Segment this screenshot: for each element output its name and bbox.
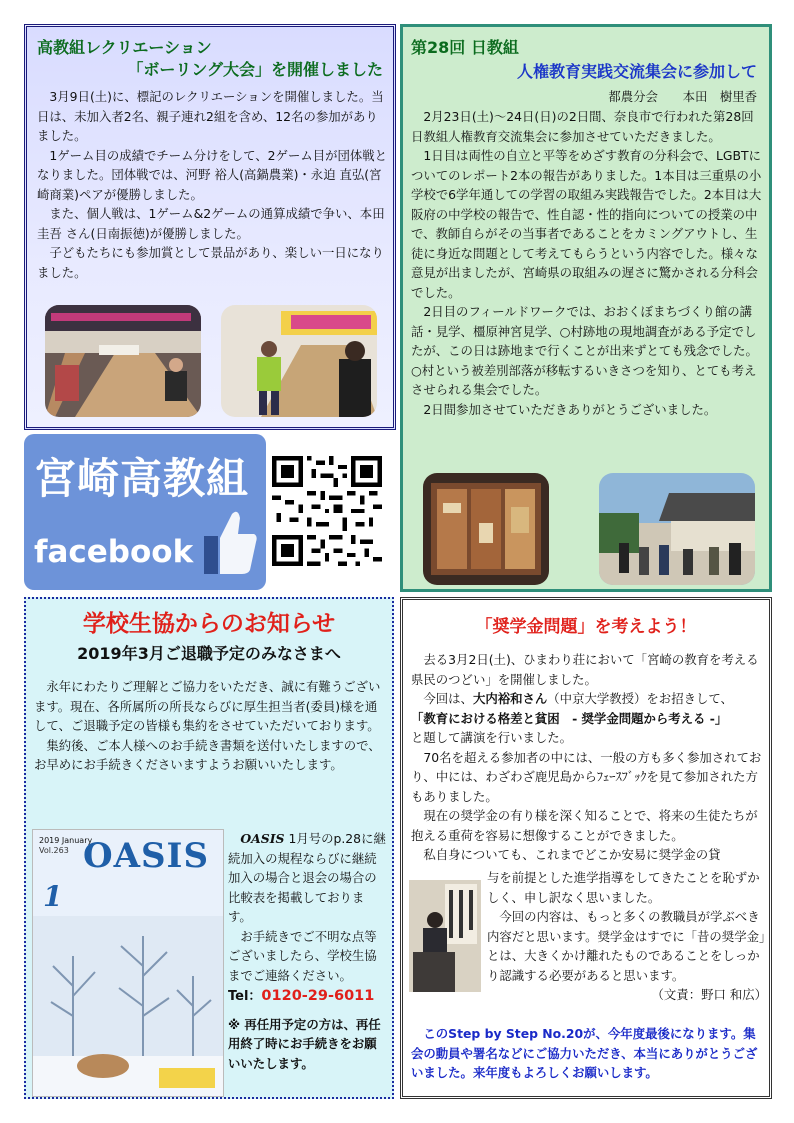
jinken-body [411,107,765,419]
jinken-author: 都農分会 本田 樹里香 [608,89,757,104]
snow-trees-illustration [33,916,223,1096]
facebook-banner[interactable] [24,434,266,590]
shogakukin-body-continued [487,868,767,1005]
text-span: （中京大学教授）をお招きして、 [547,691,733,706]
tel-label: Tel： [228,989,262,1004]
bowling-article [24,24,396,430]
contact-text: お手続きでご不明な点等ございましたら、学校生協までご連絡ください。 [228,928,377,983]
text-span: 今回は、 [423,691,473,706]
thumbs-up-icon [202,506,258,576]
paragraph: 集約後、ご本人様へのお手続き書類を送付いたしますので、お早めにお手続きくださいますようお願いいたします。 [34,737,381,772]
text-span: と題して講演を行いました。 [411,730,573,745]
lecture-title: 「教育における格差と貧困 - 奨学金問題から考える -」 [411,710,728,726]
tel-number[interactable]: 0120-29-6011 [261,988,375,1004]
oasis-magazine-cover [32,829,224,1097]
jinken-title-line1: 第28回 日教組 [411,38,519,57]
paragraph: 今回の内容は、もっと多くの教職員が学ぶべき内容だと思います。奨学金はすでに「昔の奨学金」とは、大きくかけ離れたものであることをしっかり認識する必要があると思います。 [487,909,766,983]
seikyo-subtitle: 2019年3月ご退職予定のみなさまへ [77,644,341,663]
credit: （文責：野口 和広） [651,987,767,1002]
paragraph: 1日目は両性の自立と平等をめざす教育の分科会で、LGBTについてのレポート2本の報告がありました。1本目は三重県の小学校で6学年通しての学習の取組み実践報告でした。2本目は大阪府の中学校の報告で、性自認・性的指向についての授業の中で、教師自らがその当事者であることをカミングアウトし、生徒に身近な問題として考えてもらうという内容でした。様々な意見が出ましたが、宮崎県の取組みの遅さに驚かされる分科会でした。 [411,148,762,300]
bowling-title-line2: 「ボーリング大会」を開催しました [127,60,383,79]
closing-message: このStep by Step No.20が、今年度最後になります。集会の動員や署名などにご協力いただき、本当にありがとうございました。来年度もよろしくお願いします。 [411,1026,758,1080]
seikyo-body [34,677,388,775]
paragraph: 去る3月2日(土)、ひまわり荘において「宮崎の教育を考える県民のつどい」を開催しました。 [411,652,759,687]
oasis-logo: OASIS [83,836,210,876]
tel-line [228,987,388,1007]
seikyo-title: 学校生協からのお知らせ [82,611,336,637]
speaker-name: 大内裕和さん [472,691,548,706]
oasis-name: OASIS [240,831,285,846]
oasis-vol: Vol.263 [39,846,69,855]
bowling-title-line1: 高教組レクリエーション [37,38,212,57]
jinken-article [400,24,772,592]
paragraph: 私自身についても、これまでどこか安易に奨学金の貸 [423,847,721,862]
shogakukin-article [400,597,772,1099]
paragraph: 70名を超える参加者の中には、一般の方も多く参加されており、中には、わざわざ鹿児島からﾌｪｰｽﾌﾞｯｸを見て参加された方もありました。 [411,749,762,804]
lecturer-photo [409,880,481,992]
oasis-description: 1月号のp.28に継続加入の規程ならびに継続加入の場合と退会の場合の比較表を掲載しております。 [228,831,386,924]
paragraph: また、個人戦は、1ゲーム&2ゲームの通算成績で争い、本田 圭吾 さん(日南振徳)が優勝しました。 [37,206,385,241]
shogakukin-title: 「奨学金問題」を考えよう！ [475,617,697,637]
facebook-banner-title: 宮崎高教組 [34,454,250,503]
exhibit-photo [423,473,549,585]
paragraph: 2月23日(土)～24日(日)の2日間、奈良市で行われた第28回日教組人権教育交流集会に参加させていただきました。 [411,109,754,144]
oasis-info [228,829,388,1073]
oasis-month: 1 [43,880,63,913]
bowling-alley-photo [45,305,201,417]
paragraph: 子どもたちにも参加賞として景品があり、楽しい一日になりました。 [37,245,384,280]
paragraph: 永年にわたりご理解とご協力をいただき、誠に有難うございます。現在、各所属所の所長ならびに厚生担当者(委員)様を通して、ご退職予定の皆様も集約をさせていただいております。 [34,679,381,733]
reemployment-note: ※ 再任用予定の方は、再任用終了時にお手続きをお願いいたします。 [228,1016,381,1071]
bowler-photo [221,305,377,417]
paragraph: 1ゲーム目の成績でチーム分けをして、2ゲーム目が団体戦となりました。団体戦では、河野 裕人(高鍋農業)・永迫 直弘(宮崎商業)ペアが優勝しました。 [37,147,388,202]
paragraph: 与を前提とした進学指導をしてきたことを恥ずかしく、申し訳なく思いました。 [487,870,760,905]
qr-code[interactable] [272,456,382,566]
jinken-title-line2: 人権教育実践交流集会に参加して [516,62,757,81]
fieldwork-photo [599,473,755,585]
facebook-banner-wordmark: facebook [34,534,194,570]
paragraph [411,689,767,748]
paragraph: 2日間参加させていただきありがとうございました。 [423,401,717,417]
paragraph: 3月9日(土)に、標記のレクリエーションを開催しました。当日は、未加入者2名、親子連れ2組を含め、12名の参加がありました。 [37,89,384,143]
paragraph: 現在の奨学金の有り様を深く知ることで、将来の生徒たちが抱える重荷を容易に想像することができました。 [411,808,758,843]
oasis-issue: 2019 January [39,836,93,845]
seikyo-notice [24,597,394,1099]
paragraph: 2日目のフィールドワークでは、おおくぼまちづくり館の講話・見学、橿原神宮見学、○村跡地の現地調査がある予定でしたが、この日は跡地まで行くことが出来ずとても残念でした。○村という被差別部落が移転するいきさつを知り、とても考えさせられる集会でした。 [411,304,758,397]
shogakukin-body [411,650,767,865]
bowling-body [37,87,389,282]
